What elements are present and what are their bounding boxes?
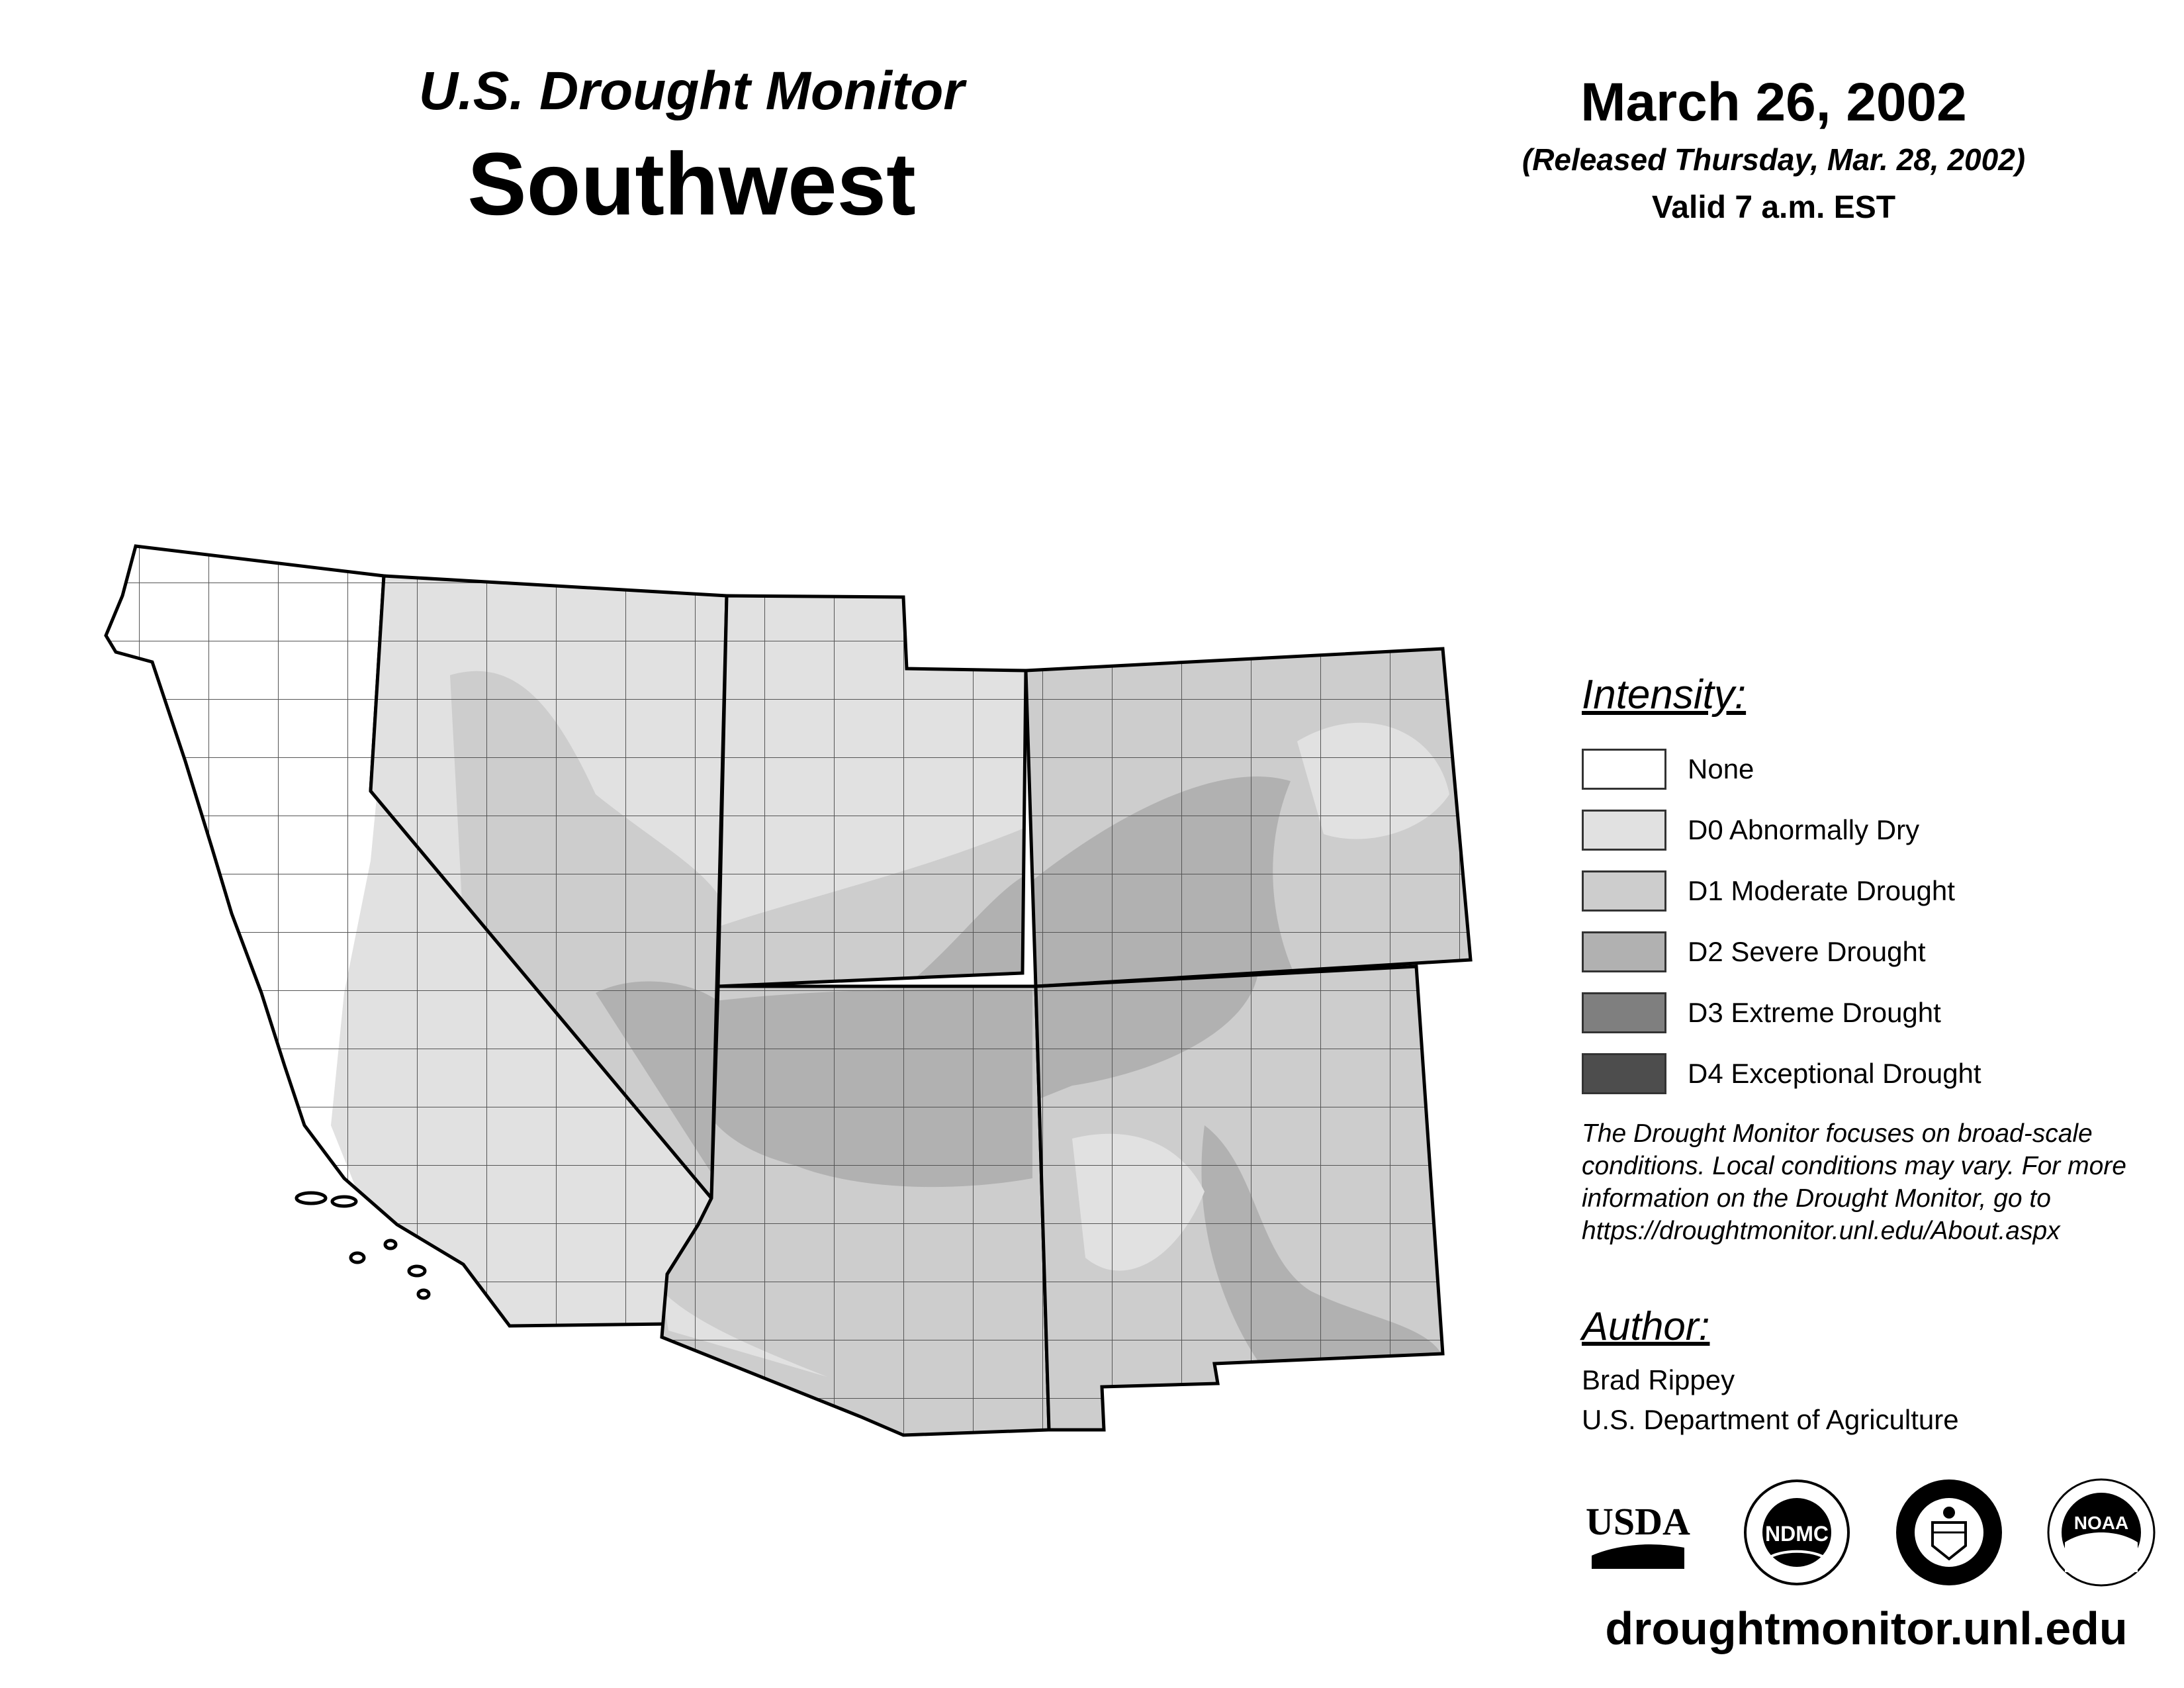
usda-logo-text: USDA xyxy=(1586,1500,1690,1543)
legend-list xyxy=(1582,739,2164,1104)
state-utah xyxy=(715,589,1032,993)
legend-swatch-none xyxy=(1582,749,1666,790)
map-subtitle: U.S. Drought Monitor xyxy=(418,61,965,121)
author-heading: Author: xyxy=(1582,1304,1710,1348)
legend-swatch-d4 xyxy=(1582,1053,1666,1094)
commerce-seal xyxy=(1893,1476,2005,1589)
logo-row xyxy=(1582,1476,2171,1595)
legend-swatch-d1 xyxy=(1582,870,1666,912)
legend-label: D3 Extreme Drought xyxy=(1688,997,1941,1028)
ndmc-logo-text: NDMC xyxy=(1765,1522,1829,1546)
legend-heading: Intensity: xyxy=(1582,672,1747,718)
author-name: Brad Rippey xyxy=(1582,1364,1735,1395)
legend-item-d2 xyxy=(1582,921,2164,982)
state-new-mexico xyxy=(1032,960,1456,1436)
legend-item-d1 xyxy=(1582,861,2164,921)
legend xyxy=(1582,669,2164,1104)
release-date: (Released Thursday, Mar. 28, 2002) xyxy=(1522,142,2026,177)
noaa-logo xyxy=(2045,1476,2158,1589)
site-url[interactable]: droughtmonitor.unl.edu xyxy=(1605,1603,2128,1654)
legend-label: D2 Severe Drought xyxy=(1688,936,1926,967)
map-title: Southwest xyxy=(467,135,916,234)
valid-time: Valid 7 a.m. EST xyxy=(1651,190,1896,225)
author-org: U.S. Department of Agriculture xyxy=(1582,1404,1959,1435)
legend-label: D1 Moderate Drought xyxy=(1688,875,1955,906)
map-date: March 26, 2002 xyxy=(1580,72,1967,132)
legend-item-d3 xyxy=(1582,982,2164,1043)
author-block xyxy=(1582,1301,2164,1440)
state-arizona xyxy=(655,980,1059,1443)
legend-swatch-d2 xyxy=(1582,931,1666,972)
legend-item-d0 xyxy=(1582,800,2164,861)
legend-item-none xyxy=(1582,739,2164,800)
legend-label: D4 Exceptional Drought xyxy=(1688,1058,1981,1089)
legend-item-d4 xyxy=(1582,1043,2164,1104)
ndmc-logo xyxy=(1741,1476,1853,1589)
state-colorado xyxy=(1019,642,1482,993)
legend-swatch-d3 xyxy=(1582,992,1666,1033)
legend-label: D0 Abnormally Dry xyxy=(1688,814,1920,845)
info-note: The Drought Monitor focuses on broad-scale conditions. Local conditions may vary. For more information on the Drought Monitor, go to https://droughtmonitor.unl.edu/About.aspx xyxy=(1582,1119,2126,1245)
legend-swatch-d0 xyxy=(1582,810,1666,851)
legend-label: None xyxy=(1688,753,1754,784)
noaa-logo-text: NOAA xyxy=(2073,1513,2129,1533)
usda-logo xyxy=(1582,1476,1694,1589)
